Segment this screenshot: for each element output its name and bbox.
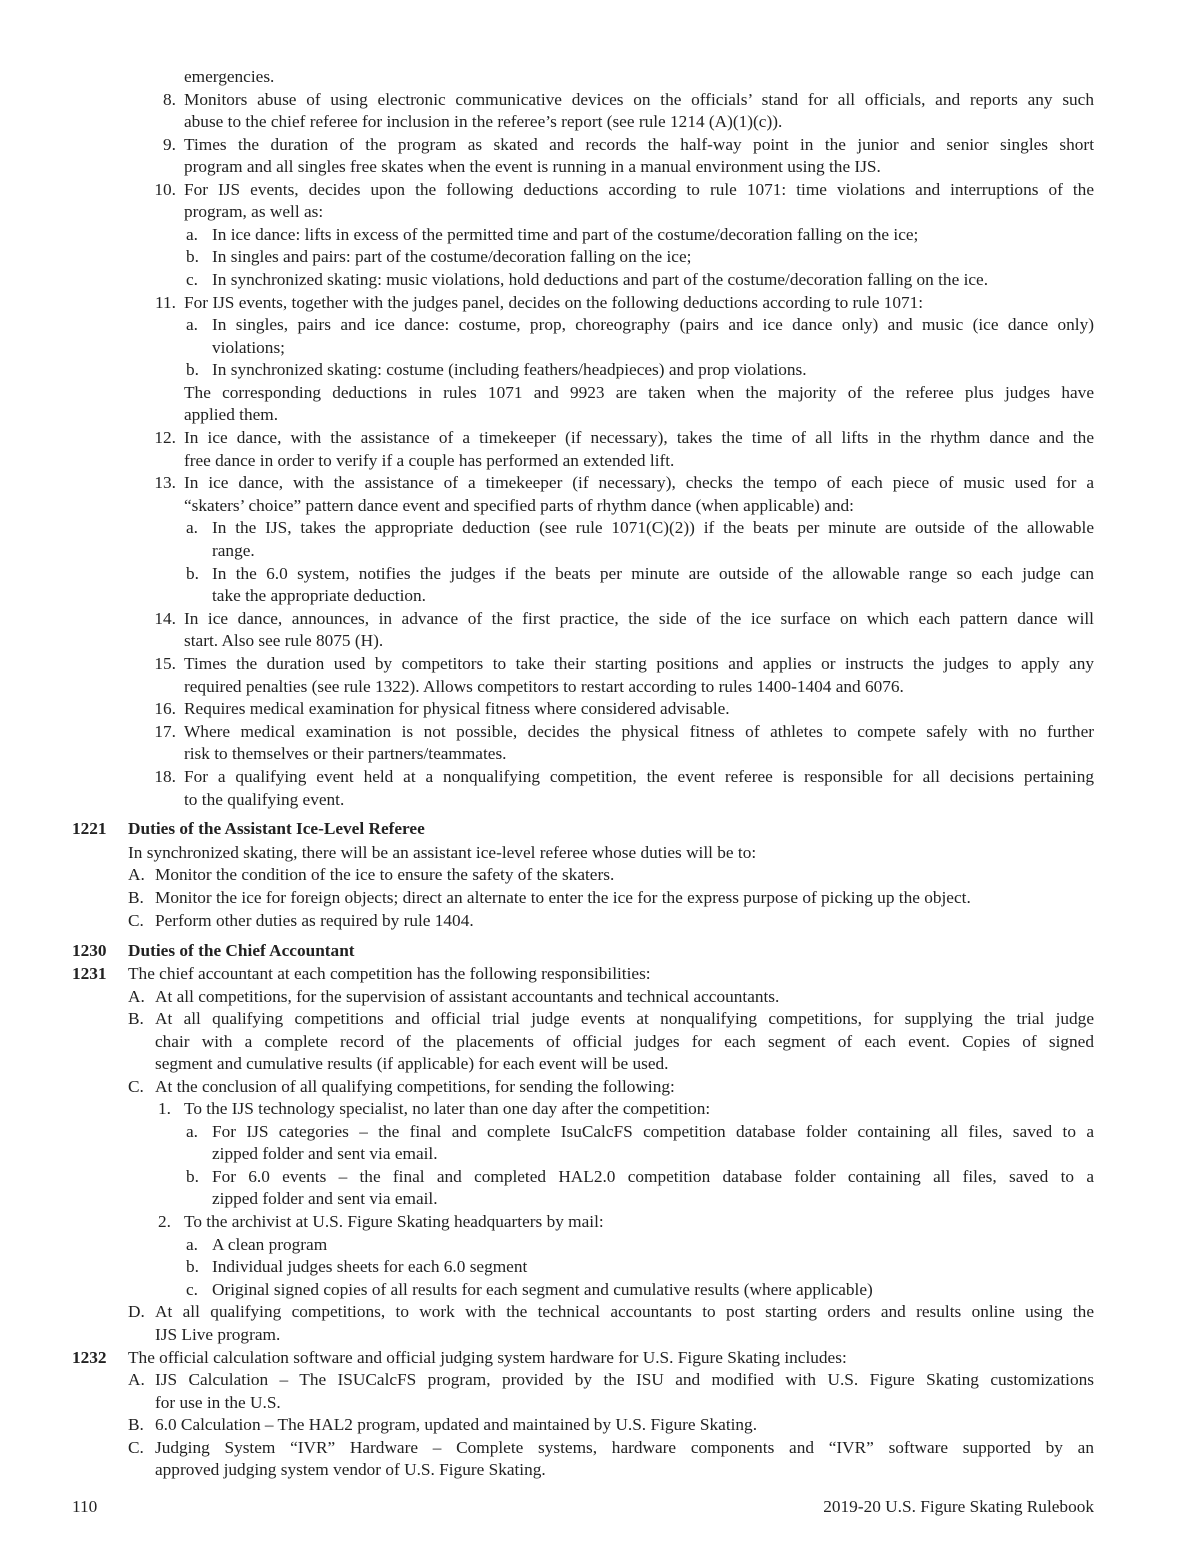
rule-number: 1230 xyxy=(72,941,107,960)
subitem-marker: b. xyxy=(186,1257,199,1276)
subitem-text: zipped folder and sent via email. xyxy=(212,1144,438,1163)
item-number: 8. xyxy=(163,90,176,109)
subitem-text: zipped folder and sent via email. xyxy=(212,1189,438,1208)
item-text: required penalties (see rule 1322). Allows competitors to restart according to rules 1400-1404 and 6076. xyxy=(184,677,904,696)
list-text: IJS Calculation – The ISUCalcFS program, provided by the ISU and modified with U.S. Figure Skating customizations xyxy=(155,1370,1094,1389)
list-text: At all qualifying competitions, to work with the technical accountants to post starting orders and results online using the xyxy=(155,1302,1094,1321)
subitem-marker: b. xyxy=(186,1167,199,1186)
subitem-text: In synchronized skating: costume (including feathers/headpieces) and prop violations. xyxy=(212,360,807,379)
subitem-marker: a. xyxy=(186,225,198,244)
item-number: 14. xyxy=(154,609,176,628)
list-text: IJS Live program. xyxy=(155,1325,281,1344)
subitem-marker: a. xyxy=(186,518,198,537)
item-text: “skaters’ choice” pattern dance event and specified parts of rhythm dance (when applicable) and: xyxy=(184,496,854,515)
paragraph-text: The corresponding deductions in rules 1071 and 9923 are taken when the majority of the referee plus judges have xyxy=(184,383,1094,402)
subitem-text: In synchronized skating: music violations, hold deductions and part of the costume/decoration falling on the ice. xyxy=(212,270,989,289)
book-title: 2019-20 U.S. Figure Skating Rulebook xyxy=(823,1497,1094,1516)
item-number: 13. xyxy=(154,473,176,492)
subitem-text: In the IJS, takes the appropriate deduction (see rule 1071(C)(2)) if the beats per minute are outside of the allowable xyxy=(212,518,1094,537)
subitem-text: In singles, pairs and ice dance: costume, prop, choreography (pairs and ice dance only) and music (ice dance only) xyxy=(212,315,1094,334)
list-marker: B. xyxy=(128,1009,144,1028)
item-text: risk to themselves or their partners/teammates. xyxy=(184,744,507,763)
sublist-text: To the IJS technology specialist, no later than one day after the competition: xyxy=(184,1099,711,1118)
list-text: At the conclusion of all qualifying competitions, for sending the following: xyxy=(155,1077,675,1096)
item-text: In ice dance, with the assistance of a timekeeper (if necessary), takes the time of all lifts in the rhythm dance and the xyxy=(184,428,1094,447)
sublist-marker: 2. xyxy=(158,1212,171,1231)
list-marker: A. xyxy=(128,865,145,884)
subitem-marker: b. xyxy=(186,247,199,266)
list-text: Perform other duties as required by rule 1404. xyxy=(155,911,474,930)
item-text: to the qualifying event. xyxy=(184,790,345,809)
sublist-marker: 1. xyxy=(158,1099,171,1118)
subitem-marker: a. xyxy=(186,315,198,334)
paragraph-text: The chief accountant at each competition has the following responsibilities: xyxy=(128,964,651,983)
subitem-marker: c. xyxy=(186,1280,198,1299)
list-marker: A. xyxy=(128,1370,145,1389)
rule-number: 1232 xyxy=(72,1348,107,1367)
list-text: 6.0 Calculation – The HAL2 program, updated and maintained by U.S. Figure Skating. xyxy=(155,1415,758,1434)
item-text: Where medical examination is not possible, decides the physical fitness of athletes to compete safely with no further xyxy=(184,722,1094,741)
list-text: for use in the U.S. xyxy=(155,1393,281,1412)
paragraph-text: The official calculation software and official judging system hardware for U.S. Figure Skating includes: xyxy=(128,1348,847,1367)
item-number: 10. xyxy=(154,180,176,199)
subitem-text: Original signed copies of all results for each segment and cumulative results (where applicable) xyxy=(212,1280,873,1299)
item-number: 16. xyxy=(154,699,176,718)
paragraph-text: In synchronized skating, there will be an assistant ice-level referee whose duties will be to: xyxy=(128,843,757,862)
item-text: For a qualifying event held at a nonqualifying competition, the event referee is responsible for all decisions pertaining xyxy=(184,767,1094,786)
item-text: Times the duration of the program as skated and records the half-way point in the junior and senior singles short xyxy=(184,135,1094,154)
subitem-text: take the appropriate deduction. xyxy=(212,586,427,605)
list-marker: C. xyxy=(128,1077,144,1096)
section-heading: Duties of the Assistant Ice-Level Referee xyxy=(128,819,425,838)
item-number: 11. xyxy=(155,293,176,312)
list-text: Judging System “IVR” Hardware – Complete systems, hardware components and “IVR” software supported by an xyxy=(155,1438,1094,1457)
item-text: For IJS events, together with the judges panel, decides on the following deductions according to rule 1071: xyxy=(184,293,924,312)
item-number: 17. xyxy=(154,722,176,741)
subitem-text: In singles and pairs: part of the costume/decoration falling on the ice; xyxy=(212,247,692,266)
subitem-text: In ice dance: lifts in excess of the permitted time and part of the costume/decoration falling on the ice; xyxy=(212,225,919,244)
list-marker: C. xyxy=(128,1438,144,1457)
section-heading: Duties of the Chief Accountant xyxy=(128,941,355,960)
subitem-text: In the 6.0 system, notifies the judges if the beats per minute are outside of the allowable range so each judge can xyxy=(212,564,1094,583)
item-text: In ice dance, with the assistance of a timekeeper (if necessary), checks the tempo of each piece of music used for a xyxy=(184,473,1094,492)
item-text: In ice dance, announces, in advance of the first practice, the side of the ice surface on which each pattern dance will xyxy=(184,609,1094,628)
list-text: approved judging system vendor of U.S. Figure Skating. xyxy=(155,1460,546,1479)
subitem-text: A clean program xyxy=(212,1235,328,1254)
list-text: segment and cumulative results (if applicable) for each event will be used. xyxy=(155,1054,669,1073)
subitem-text: Individual judges sheets for each 6.0 segment xyxy=(212,1257,528,1276)
subitem-text: For IJS categories – the final and complete IsuCalcFS competition database folder containing all files, saved to a xyxy=(212,1122,1094,1141)
item-text: program, as well as: xyxy=(184,202,324,221)
list-marker: D. xyxy=(128,1302,145,1321)
item-text: abuse to the chief referee for inclusion in the referee’s report (see rule 1214 (A)(1)(c)). xyxy=(184,112,783,131)
list-text: Monitor the ice for foreign objects; direct an alternate to enter the ice for the express purpose of picking up the object. xyxy=(155,888,971,907)
subitem-text: violations; xyxy=(212,338,285,357)
rule-number: 1231 xyxy=(72,964,107,983)
list-marker: B. xyxy=(128,888,144,907)
page-number: 110 xyxy=(72,1497,98,1516)
list-text: Monitor the condition of the ice to ensure the safety of the skaters. xyxy=(155,865,615,884)
subitem-marker: a. xyxy=(186,1235,198,1254)
item-text: Requires medical examination for physical fitness where considered advisable. xyxy=(184,699,730,718)
item-number: 18. xyxy=(154,767,176,786)
subitem-marker: b. xyxy=(186,564,199,583)
item-number: 15. xyxy=(154,654,176,673)
list-marker: B. xyxy=(128,1415,144,1434)
sublist-text: To the archivist at U.S. Figure Skating headquarters by mail: xyxy=(184,1212,604,1231)
list-marker: C. xyxy=(128,911,144,930)
continued-text: emergencies. xyxy=(184,67,275,86)
subitem-text: range. xyxy=(212,541,255,560)
subitem-text: For 6.0 events – the final and completed HAL2.0 competition database folder containing all files, saved to a xyxy=(212,1167,1094,1186)
subitem-marker: b. xyxy=(186,360,199,379)
list-text: chair with a complete record of the placements of official judges for each segment of each event. Copies of signed xyxy=(155,1032,1094,1051)
list-marker: A. xyxy=(128,987,145,1006)
item-text: program and all singles free skates when the event is running in a manual environment using the IJS. xyxy=(184,157,881,176)
rule-number: 1221 xyxy=(72,819,107,838)
paragraph-text: applied them. xyxy=(184,405,279,424)
list-text: At all competitions, for the supervision of assistant accountants and technical accountants. xyxy=(155,987,780,1006)
item-number: 12. xyxy=(154,428,176,447)
subitem-marker: c. xyxy=(186,270,198,289)
item-text: Times the duration used by competitors to take their starting positions and applies or instructs the judges to apply any xyxy=(184,654,1094,673)
item-number: 9. xyxy=(163,135,176,154)
item-text: For IJS events, decides upon the following deductions according to rule 1071: time violations and interruptions of the xyxy=(184,180,1094,199)
list-text: At all qualifying competitions and official trial judge events at nonqualifying competitions, for supplying the trial judge xyxy=(155,1009,1094,1028)
item-text: start. Also see rule 8075 (H). xyxy=(184,631,384,650)
item-text: Monitors abuse of using electronic communicative devices on the officials’ stand for all officials, and reports any such xyxy=(184,90,1094,109)
subitem-marker: a. xyxy=(186,1122,198,1141)
item-text: free dance in order to verify if a couple has performed an extended lift. xyxy=(184,451,675,470)
